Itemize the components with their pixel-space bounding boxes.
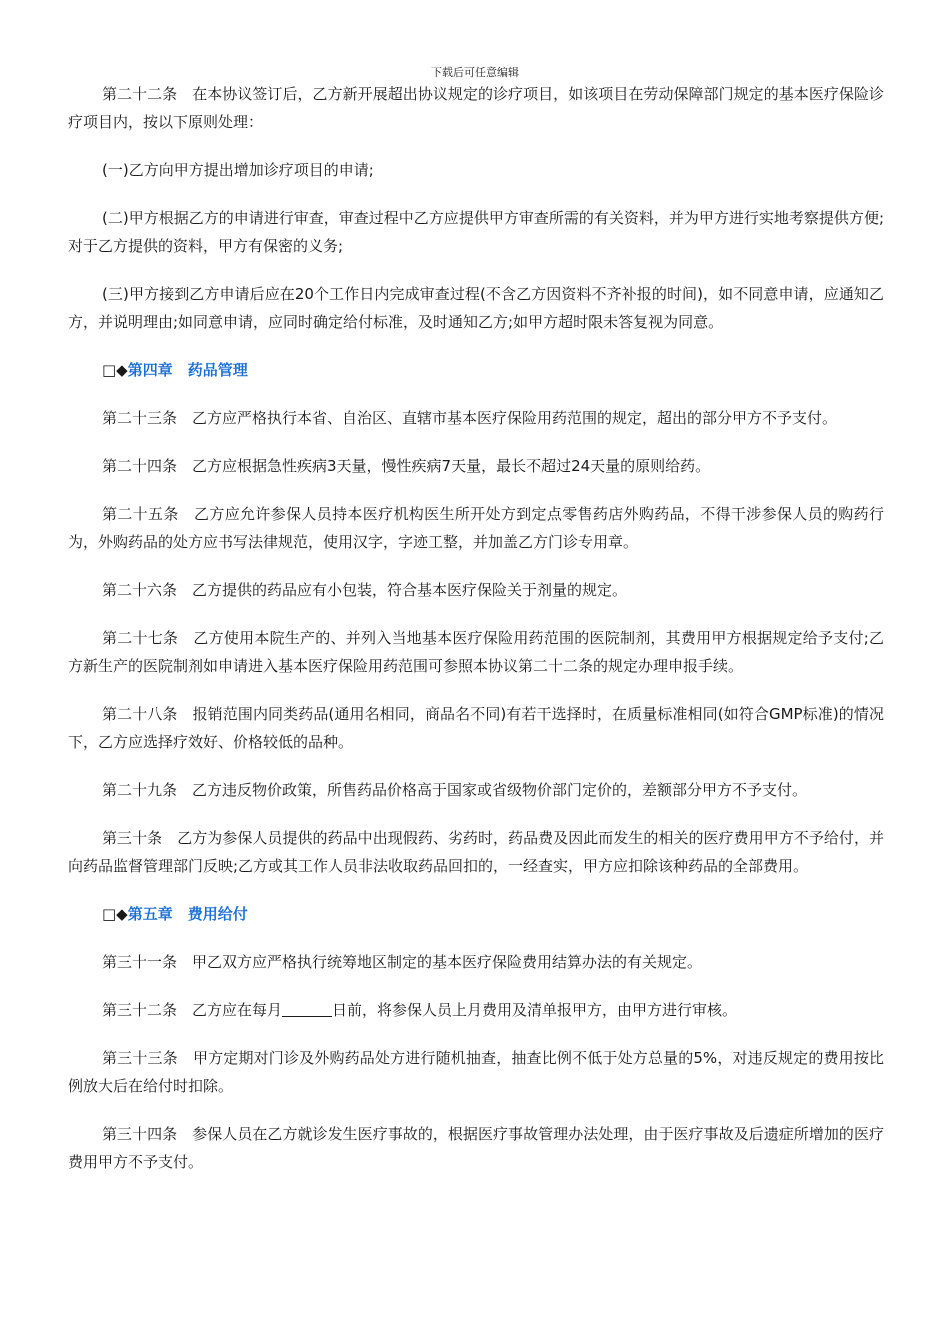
header-note: 下载后可任意编辑 (431, 66, 519, 79)
article-22-item-3: (三)甲方接到乙方申请后应在20个工作日内完成审查过程(不含乙方因资料不齐补报的时间)，如不同意申请，应通知乙方，并说明理由;如同意申请，应同时确定给付标准，及时通知乙方;如甲方超时限未答复视为同意。 (68, 285, 884, 331)
article-27: 第二十七条 乙方使用本院生产的、并列入当地基本医疗保险用药范围的医院制剂，其费用甲方根据规定给予支付;乙方新生产的医院制剂如申请进入基本医疗保险用药范围可参照本协议第二十二条的规定办理申报手续。 (68, 629, 884, 675)
article-26: 第二十六条 乙方提供的药品应有小包装，符合基本医疗保险关于剂量的规定。 (102, 581, 628, 599)
article-22-item-2: (二)甲方根据乙方的申请进行审查，审查过程中乙方应提供甲方审查所需的有关资料，并为甲方进行实地考察提供方便;对于乙方提供的资料，甲方有保密的义务; (68, 209, 884, 255)
chapter-marker-icon: □◆ (102, 361, 128, 379)
article-25: 第二十五条 乙方应允许参保人员持本医疗机构医生所开处方到定点零售药店外购药品，不得干涉参保人员的购药行为，外购药品的处方应书写法律规范，使用汉字，字迹工整，并加盖乙方门诊专用章。 (68, 505, 884, 551)
article-28: 第二十八条 报销范围内同类药品(通用名相同，商品名不同)有若干选择时，在质量标准相同(如符合GMP标准)的情况下，乙方应选择疗效好、价格较低的品种。 (68, 705, 884, 751)
article-33: 第三十三条 甲方定期对门诊及外购药品处方进行随机抽查，抽查比例不低于处方总量的5%，对违反规定的费用按比例放大后在给付时扣除。 (68, 1049, 884, 1095)
chapter-marker-icon: □◆ (102, 905, 128, 923)
chapter-5-link[interactable]: 第五章 费用给付 (127, 905, 248, 923)
chapter-4-link[interactable]: 第四章 药品管理 (127, 361, 248, 379)
article-23: 第二十三条 乙方应严格执行本省、自治区、直辖市基本医疗保险用药范围的规定，超出的部分甲方不予支付。 (102, 409, 838, 427)
article-24: 第二十四条 乙方应根据急性疾病3天量，慢性疾病7天量，最长不超过24天量的原则给药。 (102, 457, 711, 475)
article-32-after-blank: 日前，将参保人员上月费用及清单报甲方，由甲方进行审核。 (332, 1001, 738, 1019)
article-30: 第三十条 乙方为参保人员提供的药品中出现假药、劣药时，药品费及因此而发生的相关的医疗费用甲方不予给付，并向药品监督管理部门反映;乙方或其工作人员非法收取药品回扣的，一经查实，甲方应扣除该种药品的全部费用。 (68, 829, 884, 875)
document-body (68, 80, 884, 1196)
article-32-before-blank: 第三十二条 乙方应在每月 (102, 1001, 283, 1019)
date-blank-line (282, 1000, 332, 1017)
article-31: 第三十一条 甲乙双方应严格执行统筹地区制定的基本医疗保险费用结算办法的有关规定。 (102, 953, 703, 971)
article-29: 第二十九条 乙方违反物价政策，所售药品价格高于国家或省级物价部门定价的，差额部分甲方不予支付。 (102, 781, 808, 799)
article-22-item-1: (一)乙方向甲方提出增加诊疗项目的申请; (102, 161, 374, 179)
article-22: 第二十二条 在本协议签订后，乙方新开展超出协议规定的诊疗项目，如该项目在劳动保障部门规定的基本医疗保险诊疗项目内，按以下原则处理： (68, 85, 884, 131)
article-32 (68, 996, 884, 1024)
article-34: 第三十四条 参保人员在乙方就诊发生医疗事故的，根据医疗事故管理办法处理，由于医疗事故及后遗症所增加的医疗费用甲方不予支付。 (68, 1125, 884, 1171)
chapter-4-heading (68, 356, 884, 384)
chapter-5-heading (68, 900, 884, 928)
